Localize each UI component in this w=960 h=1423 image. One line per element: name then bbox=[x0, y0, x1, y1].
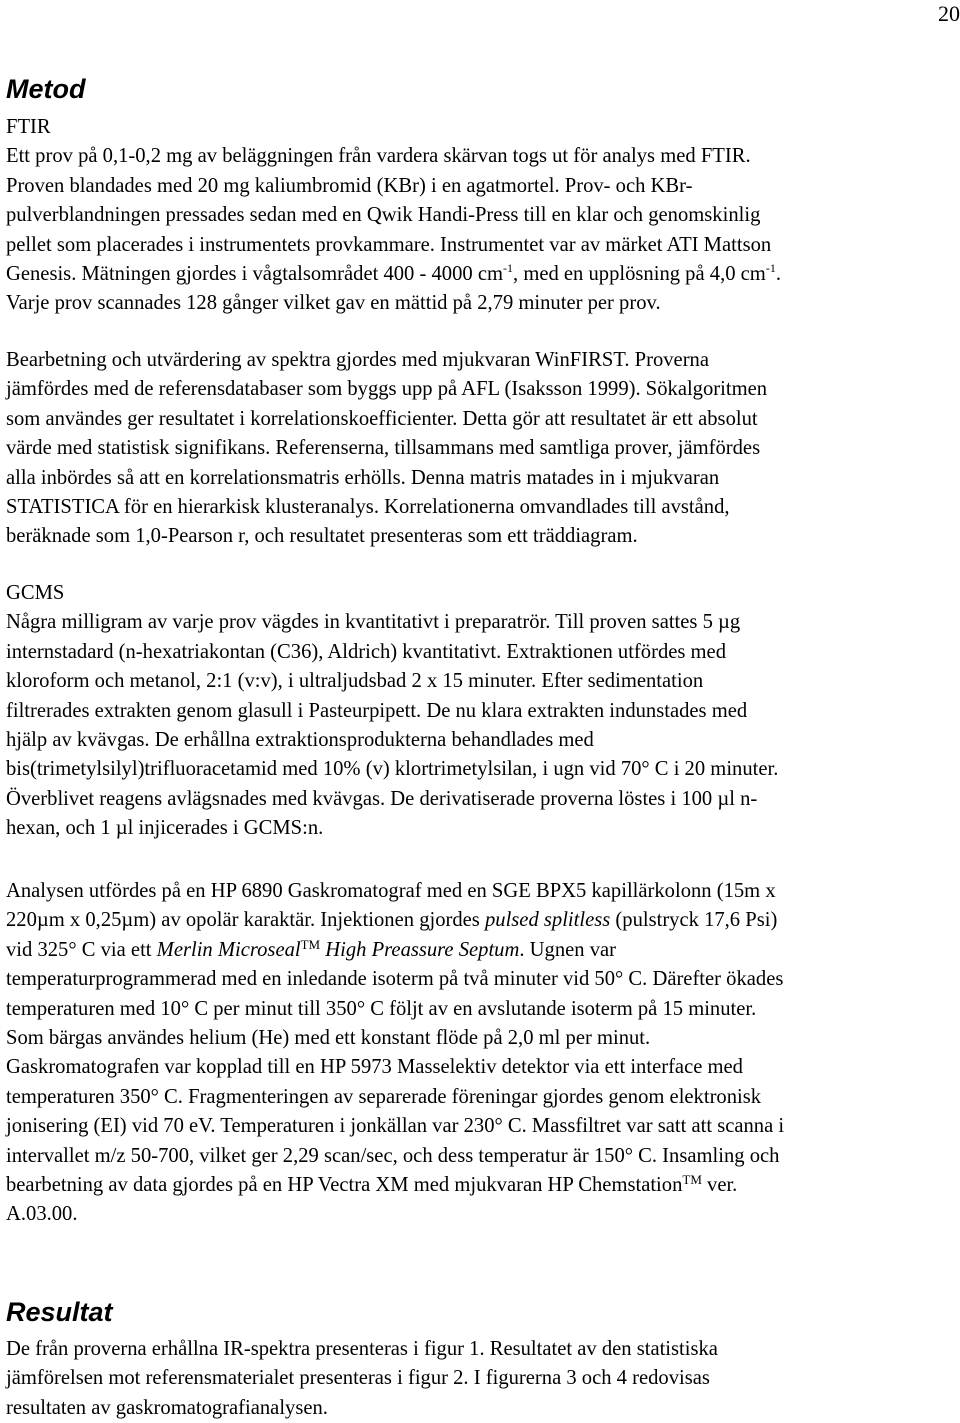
trademark-sign: TM bbox=[682, 1172, 702, 1188]
heading-metod: Metod bbox=[6, 74, 86, 104]
text-line: kloroform och metanol, 2:1 (v:v), i ultraljudsbad 2 x 15 minuter. Efter sedimentation bbox=[6, 670, 704, 693]
text-line: pellet som placerades i instrumentets provkammare. Instrumentet var av märket ATI Mattson bbox=[6, 233, 772, 256]
line-text: ver. bbox=[701, 1174, 738, 1197]
line-text: . bbox=[775, 263, 781, 286]
text-line bbox=[6, 906, 958, 935]
superscript: -1 bbox=[503, 261, 514, 276]
line-text: 220µm x 0,25µm) av opolär karaktär. Injektionen gjordes bbox=[6, 909, 485, 932]
resultat-paragraph bbox=[6, 1335, 958, 1423]
text-line: alla inbördes så att en korrelationsmatris erhölls. Denna matris matades in i mjukvaran bbox=[6, 466, 720, 489]
italic-text: High Preassure Septum bbox=[320, 938, 520, 961]
text-line: bis(trimetylsilyl)trifluoracetamid med 10% (v) klortrimetylsilan, i ugn vid 70° C i 20 minuter. bbox=[6, 758, 779, 781]
ftir-section bbox=[6, 113, 958, 319]
text-line: A.03.00. bbox=[6, 1203, 78, 1226]
text-line: temperaturen 350° C. Fragmenteringen av separerade föreningar gjordes genom elektronisk bbox=[6, 1085, 762, 1108]
line-text: bearbetning av data gjordes på en HP Vectra XM med mjukvaran HP Chemstation bbox=[6, 1174, 683, 1197]
page-number: 20 bbox=[938, 1, 960, 26]
text-line: Några milligram av varje prov vägdes in kvantitativt i preparatrör. Till proven sattes 5 µg bbox=[6, 611, 741, 634]
line-text: (pulstryck 17,6 Psi) bbox=[610, 909, 778, 932]
text-line: som användes ger resultatet i korrelationskoefficienter. Detta gör att resultatet är ett absolut bbox=[6, 407, 758, 430]
italic-text: Merlin Microseal bbox=[156, 938, 301, 961]
line-text: . Ugnen var bbox=[519, 938, 617, 961]
text-line: STATISTICA för en hierarkisk klusteranalys. Korrelationerna omvandlades till avstånd, bbox=[6, 496, 730, 519]
text-line: Gaskromatografen var kopplad till en HP 5973 Masselektiv detektor via ett interface med bbox=[6, 1056, 743, 1079]
text-line: jonisering (EI) vid 70 eV. Temperaturen i jonkällan var 230° C. Massfiltret var satt att scanna i bbox=[6, 1115, 785, 1138]
text-line: beräknade som 1,0-Pearson r, och resultatet presenteras som ett träddiagram. bbox=[6, 525, 638, 548]
ftir-label: FTIR bbox=[6, 116, 51, 138]
text-line: temperaturen med 10° C per minut till 350° C följt av en avslutande isoterm på 15 minuter. bbox=[6, 997, 757, 1020]
text-line: filtrerades extrakten genom glasull i Pasteurpipett. De nu klara extrakten indunstades med bbox=[6, 699, 748, 722]
analys-paragraph bbox=[6, 877, 958, 1230]
text-line: jämfördes med de referensdatabaser som byggs upp på AFL (Isaksson 1999). Sökalgoritmen bbox=[6, 378, 768, 401]
trademark-sign: TM bbox=[300, 936, 321, 952]
text-line bbox=[6, 1171, 958, 1200]
text-line: hexan, och 1 µl injicerades i GCMS:n. bbox=[6, 817, 324, 840]
line-text: , med en upplösning på 4,0 cm bbox=[513, 263, 766, 286]
bearbetning-paragraph bbox=[6, 346, 958, 552]
text-line: jämförelsen mot referensmaterialet presenteras i figur 2. I figurerna 3 och 4 redovisas bbox=[6, 1367, 710, 1390]
text-line bbox=[6, 936, 958, 965]
text-line: temperaturprogrammerad med en inledande isoterm på två minuter vid 50° C. Därefter ökades bbox=[6, 968, 784, 991]
text-line: Som bärgas användes helium (He) med ett konstant flöde på 2,0 ml per minut. bbox=[6, 1027, 651, 1050]
text-line: pulverblandningen pressades sedan med en Qwik Handi-Press till en klar och genomskinlig bbox=[6, 204, 761, 227]
text-line: Bearbetning och utvärdering av spektra gjordes med mjukvaran WinFIRST. Proverna bbox=[6, 349, 709, 371]
text-line: resultaten av gaskromatografianalysen. bbox=[6, 1396, 328, 1419]
line-text: Genesis. Mätningen gjordes i vågtalsområdet 400 - 4000 cm bbox=[6, 263, 504, 286]
text-line: Proven blandades med 20 mg kaliumbromid (KBr) i en agatmortel. Prov- och KBr- bbox=[6, 174, 693, 197]
text-line: internstadard (n-hexatriakontan (C36), Aldrich) kvantitativt. Extraktionen utfördes med bbox=[6, 640, 726, 663]
text-line bbox=[6, 260, 958, 289]
superscript: -1 bbox=[765, 261, 776, 276]
text-line: hjälp av kvävgas. De erhållna extraktionsprodukterna behandlades med bbox=[6, 729, 594, 752]
text-line: Ett prov på 0,1-0,2 mg av beläggningen från vardera skärvan togs ut för analys med FTIR. bbox=[6, 145, 751, 168]
text-line: Överblivet reagens avlägsnades med kvävgas. De derivatiserade proverna löstes i 100 µl n- bbox=[6, 787, 758, 810]
text-line: De från proverna erhållna IR-spektra presenteras i figur 1. Resultatet av den statistiska bbox=[6, 1338, 718, 1360]
gcms-section bbox=[6, 579, 958, 844]
text-line: intervallet m/z 50-700, vilket ger 2,29 scan/sec, och dess temperatur är 150° C. Insamling och bbox=[6, 1144, 780, 1167]
text-line: värde med statistisk signifikans. Referenserna, tillsammans med samtliga prover, jämfördes bbox=[6, 437, 761, 460]
line-text: vid 325° C via ett bbox=[6, 938, 157, 961]
italic-text: pulsed splitless bbox=[484, 909, 611, 932]
heading-resultat: Resultat bbox=[6, 1297, 113, 1327]
gcms-label: GCMS bbox=[6, 582, 65, 604]
text-line: Analysen utfördes på en HP 6890 Gaskromatograf med en SGE BPX5 kapillärkolonn (15m x bbox=[6, 880, 776, 902]
text-line: Varje prov scannades 128 gånger vilket gav en mättid på 2,79 minuter per prov. bbox=[6, 292, 661, 315]
